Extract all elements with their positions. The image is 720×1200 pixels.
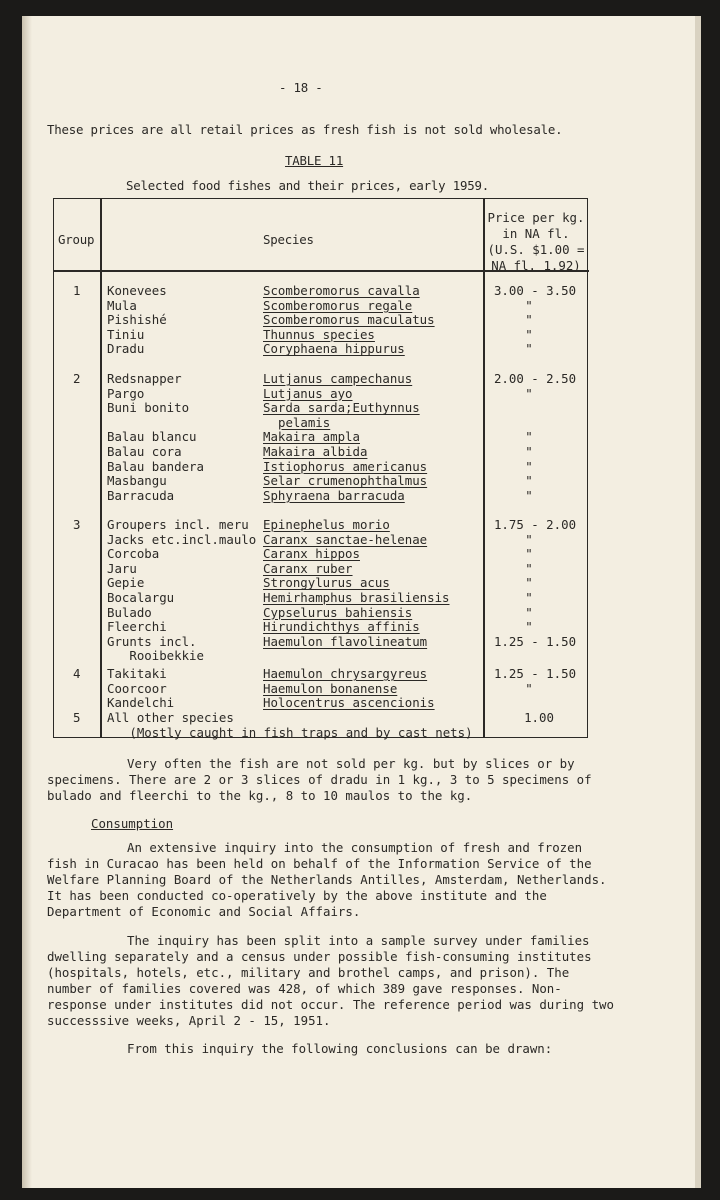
common-name: Redsnapper [107,371,182,386]
intro-text: These prices are all retail prices as fresh fish is not sold wholesale. [47,122,563,137]
price-value: 1.75 - 2.00 [493,517,577,532]
common-name: Gepie [107,575,145,591]
group-label: 3 [73,517,81,532]
scientific-name: Sphyraena barracuda [263,487,405,503]
paragraph-inquiry: An extensive inquiry into the consumption of fresh and frozen fish in Curacao has been held on behalf of the Information Service of the Welfare Planning Board of the Netherlands Antilles, Amsterdam, Netherlands. It has been conducted co-operatively by the above institute and the Department of Economic and Social Affairs. [47,840,607,919]
scientific-name: Istiophorus americanus [263,458,428,474]
common-name: Masbangu [107,473,167,489]
price-value: " [525,429,533,445]
page-edge [695,16,701,1188]
scientific-name: Haemulon flavolineatum [263,633,428,649]
scientific-name: Selar crumenophthalmus [263,473,428,489]
price-value: " [525,473,533,489]
common-name: Buni bonito [107,400,190,416]
scientific-name: Strongylurus acus [263,575,390,591]
scientific-name: Caranx sanctae-helenae [263,531,428,547]
scientific-name: Hemirhamphus brasiliensis [263,590,450,605]
group-label: 5 [73,710,81,725]
common-name: Groupers incl. meru [107,517,249,532]
scientific-name: Makaira albida [263,444,368,459]
paragraph-slices: Very often the fish are not sold per kg. but by slices or by specimens. There are 2 or 3 slices of dradu in 1 kg., 3 to 5 specimens of bulado and fleerchi to the kg., 8 to 10 maulos to the kg. [47,756,592,803]
section-heading-consumption: Consumption [91,816,174,831]
group-label: 1 [73,283,81,298]
header-species: Species [263,232,314,247]
common-name: Jaru [107,560,137,576]
header-group: Group [58,232,95,247]
price-value: " [525,680,533,696]
scientific-name: Makaira ampla [263,429,360,445]
common-name: Kandelchi [107,695,175,711]
common-name: Balau blancu [107,429,197,445]
price-value: 1.00 [524,710,554,725]
scientific-name: Coryphaena hippurus [263,341,405,357]
common-name: Rooibekkie [107,648,204,664]
common-name: Coorcoor [107,680,167,696]
table-caption: Selected food fishes and their prices, early 1959. [126,178,489,193]
paragraph-conclusions: From this inquiry the following conclusions can be drawn: [127,1041,553,1056]
common-name: Bulado [107,604,152,620]
common-name: Barracuda [107,487,175,503]
scientific-name: Cypselurus bahiensis [263,604,413,620]
common-name: (Mostly caught in fish traps and by cast nets) [107,724,473,740]
price-value: " [525,312,533,328]
scientific-name: Lutjanus campechanus [263,371,413,386]
table-divider-group [100,198,102,738]
price-value: 3.00 - 3.50 [493,283,577,298]
scientific-name: pelamis [278,414,331,430]
scientific-name: Caranx hippos [263,546,360,562]
scientific-name: Hirundichthys affinis [263,619,420,635]
scientific-name: Thunnus species [263,326,375,342]
page-binding-shadow [22,16,32,1188]
price-value: 2.00 - 2.50 [493,371,577,386]
scientific-name: Haemulon bonanense [263,680,398,696]
common-name: Takitaki [107,666,167,681]
common-name: Dradu [107,341,145,357]
price-value: " [525,487,533,503]
common-name: Pargo [107,385,145,401]
header-price: Price per kg. in NA fl. (U.S. $1.00 = NA fl. 1.92) [487,210,585,273]
scientific-name: Scomberomorus maculatus [263,312,435,328]
common-name: Balau cora [107,444,182,459]
price-value: " [525,444,533,459]
common-name: Balau bandera [107,458,204,474]
table-title: TABLE 11 [285,153,344,168]
group-label: 2 [73,371,81,386]
paragraph-sample-survey: The inquiry has been split into a sample survey under families dwelling separately and a census under possible fish-consuming institutes (hospitals, hotels, etc., military and brothel camps, and prison). The number of families covered was 428, of which 389 gave responses. Non-response under institutes did not occur. The reference period was during two successsive weeks, April 2 - 15, 1951. [47,933,614,1028]
price-value: " [525,458,533,474]
scientific-name: Scomberomorus regale [263,297,413,313]
price-value: " [525,604,533,620]
common-name: Bocalargu [107,590,175,605]
common-name: Fleerchi [107,619,167,635]
scientific-name: Lutjanus ayo [263,385,353,401]
price-value: " [525,560,533,576]
common-name: Mula [107,297,137,313]
price-value: 1.25 - 1.50 [493,666,577,681]
price-value: " [525,326,533,342]
price-value: " [525,341,533,357]
common-name: Corcoba [107,546,160,562]
scientific-name: Scomberomorus cavalla [263,283,420,298]
price-value: " [525,575,533,591]
price-value: " [525,531,533,547]
common-name: Grunts incl. [107,633,197,649]
price-value: " [525,590,533,605]
scientific-name: Holocentrus ascencionis [263,695,435,711]
page-number: - 18 - [279,80,323,95]
price-value: " [525,385,533,401]
price-value: " [525,619,533,635]
common-name: Jacks etc.incl.maulo [107,531,257,547]
price-value: " [525,297,533,313]
scientific-name: Sarda sarda;Euthynnus [263,400,420,416]
common-name: Konevees [107,283,167,298]
group-label: 4 [73,666,81,681]
scientific-name: Epinephelus morio [263,517,390,532]
price-value: 1.25 - 1.50 [493,633,577,649]
common-name: Pishishé [107,312,167,328]
price-value: " [525,546,533,562]
common-name: Tiniu [107,326,145,342]
scientific-name: Caranx ruber [263,560,353,576]
scientific-name: Haemulon chrysargyreus [263,666,428,681]
common-name: All other species [107,710,234,725]
